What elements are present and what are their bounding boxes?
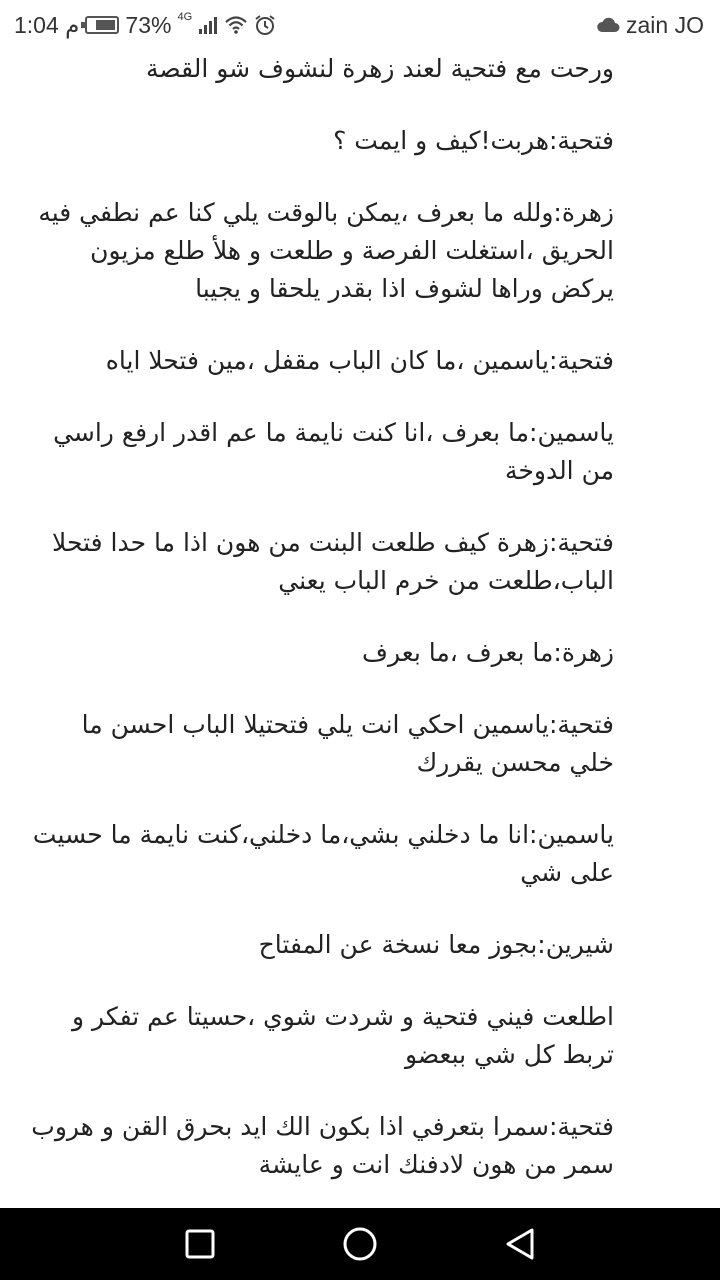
- paragraph-block: [30, 1108, 614, 1184]
- network-type: 4G: [177, 11, 193, 23]
- paragraph-block: [30, 998, 614, 1074]
- story-paragraph: اطلعت فيني فتحية و شردت شوي ،حسيتا عم تفكر و تربط كل شي ببعضو: [72, 1002, 614, 1069]
- recents-square-icon: [185, 1229, 215, 1259]
- story-paragraph: زهرة:ولله ما بعرف ،يمكن بالوقت يلي كنا عم نطفي فيه الحريق ،استغلت الفرصة و طلعت و هلأ طلع مزيون يركض وراها لشوف اذا بقدر يلحقا و يجيبا: [38, 198, 614, 303]
- story-paragraph: زهرة:ما بعرف ،ما بعرف: [362, 638, 614, 667]
- navigation-bar: [0, 1208, 720, 1280]
- paragraph-block: [30, 926, 614, 964]
- back-triangle-icon: [504, 1227, 536, 1261]
- signal-icon: [198, 15, 218, 35]
- story-paragraph: شيرين:بجوز معا نسخة عن المفتاح: [258, 930, 614, 959]
- cloud-icon: [596, 16, 620, 34]
- wifi-icon: [224, 15, 248, 35]
- paragraph-block: [30, 414, 614, 490]
- clock-time: 1:04 م: [14, 12, 80, 38]
- paragraph-block: [30, 342, 614, 380]
- status-left-group: [14, 10, 276, 40]
- paragraph-block: [30, 706, 614, 782]
- battery-icon: [85, 16, 119, 34]
- carrier-name: zain JO: [626, 12, 704, 38]
- status-right-group: [596, 10, 704, 40]
- paragraph-block: [30, 524, 614, 600]
- story-paragraph: فتحية:سمرا بتعرفي اذا بكون الك ايد بحرق القن و هروب سمر من هون لادفنك انت و عايشة: [31, 1112, 614, 1179]
- paragraph-block: [30, 122, 614, 160]
- paragraph-block: [30, 634, 614, 672]
- story-paragraph: فتحية:ياسمين احكي انت يلي فتحتيلا الباب احسن ما خلي محسن يقررك: [81, 710, 614, 777]
- home-circle-icon: [342, 1226, 378, 1262]
- battery-percent: 73%: [125, 12, 172, 38]
- paragraph-block: [30, 816, 614, 892]
- story-paragraph: فتحية:هربت!كيف و ايمت ؟: [333, 126, 614, 155]
- story-paragraph: فتحية:زهرة كيف طلعت البنت من هون اذا ما حدا فتحلا الباب،طلعت من خرم الباب يعني: [52, 528, 614, 595]
- recents-button[interactable]: [182, 1226, 218, 1262]
- story-paragraph: ورحت مع فتحية لعند زهرة لنشوف شو القصة: [146, 54, 614, 83]
- paragraph-block: [30, 50, 614, 88]
- story-paragraph: ياسمين:ما بعرف ،انا كنت نايمة ما عم اقدر ارفع راسي من الدوخة: [53, 418, 614, 485]
- status-bar: [0, 0, 720, 50]
- story-content: [0, 50, 720, 1208]
- paragraph-block: [30, 194, 614, 308]
- alarm-clock-icon: [254, 14, 276, 36]
- home-button[interactable]: [342, 1226, 378, 1262]
- back-button[interactable]: [502, 1226, 538, 1262]
- story-paragraph: ياسمين:انا ما دخلني بشي،ما دخلني،كنت نايمة ما حسيت على شي: [32, 820, 614, 887]
- story-paragraph: فتحية:ياسمين ،ما كان الباب مقفل ،مين فتحلا اياه: [105, 346, 614, 375]
